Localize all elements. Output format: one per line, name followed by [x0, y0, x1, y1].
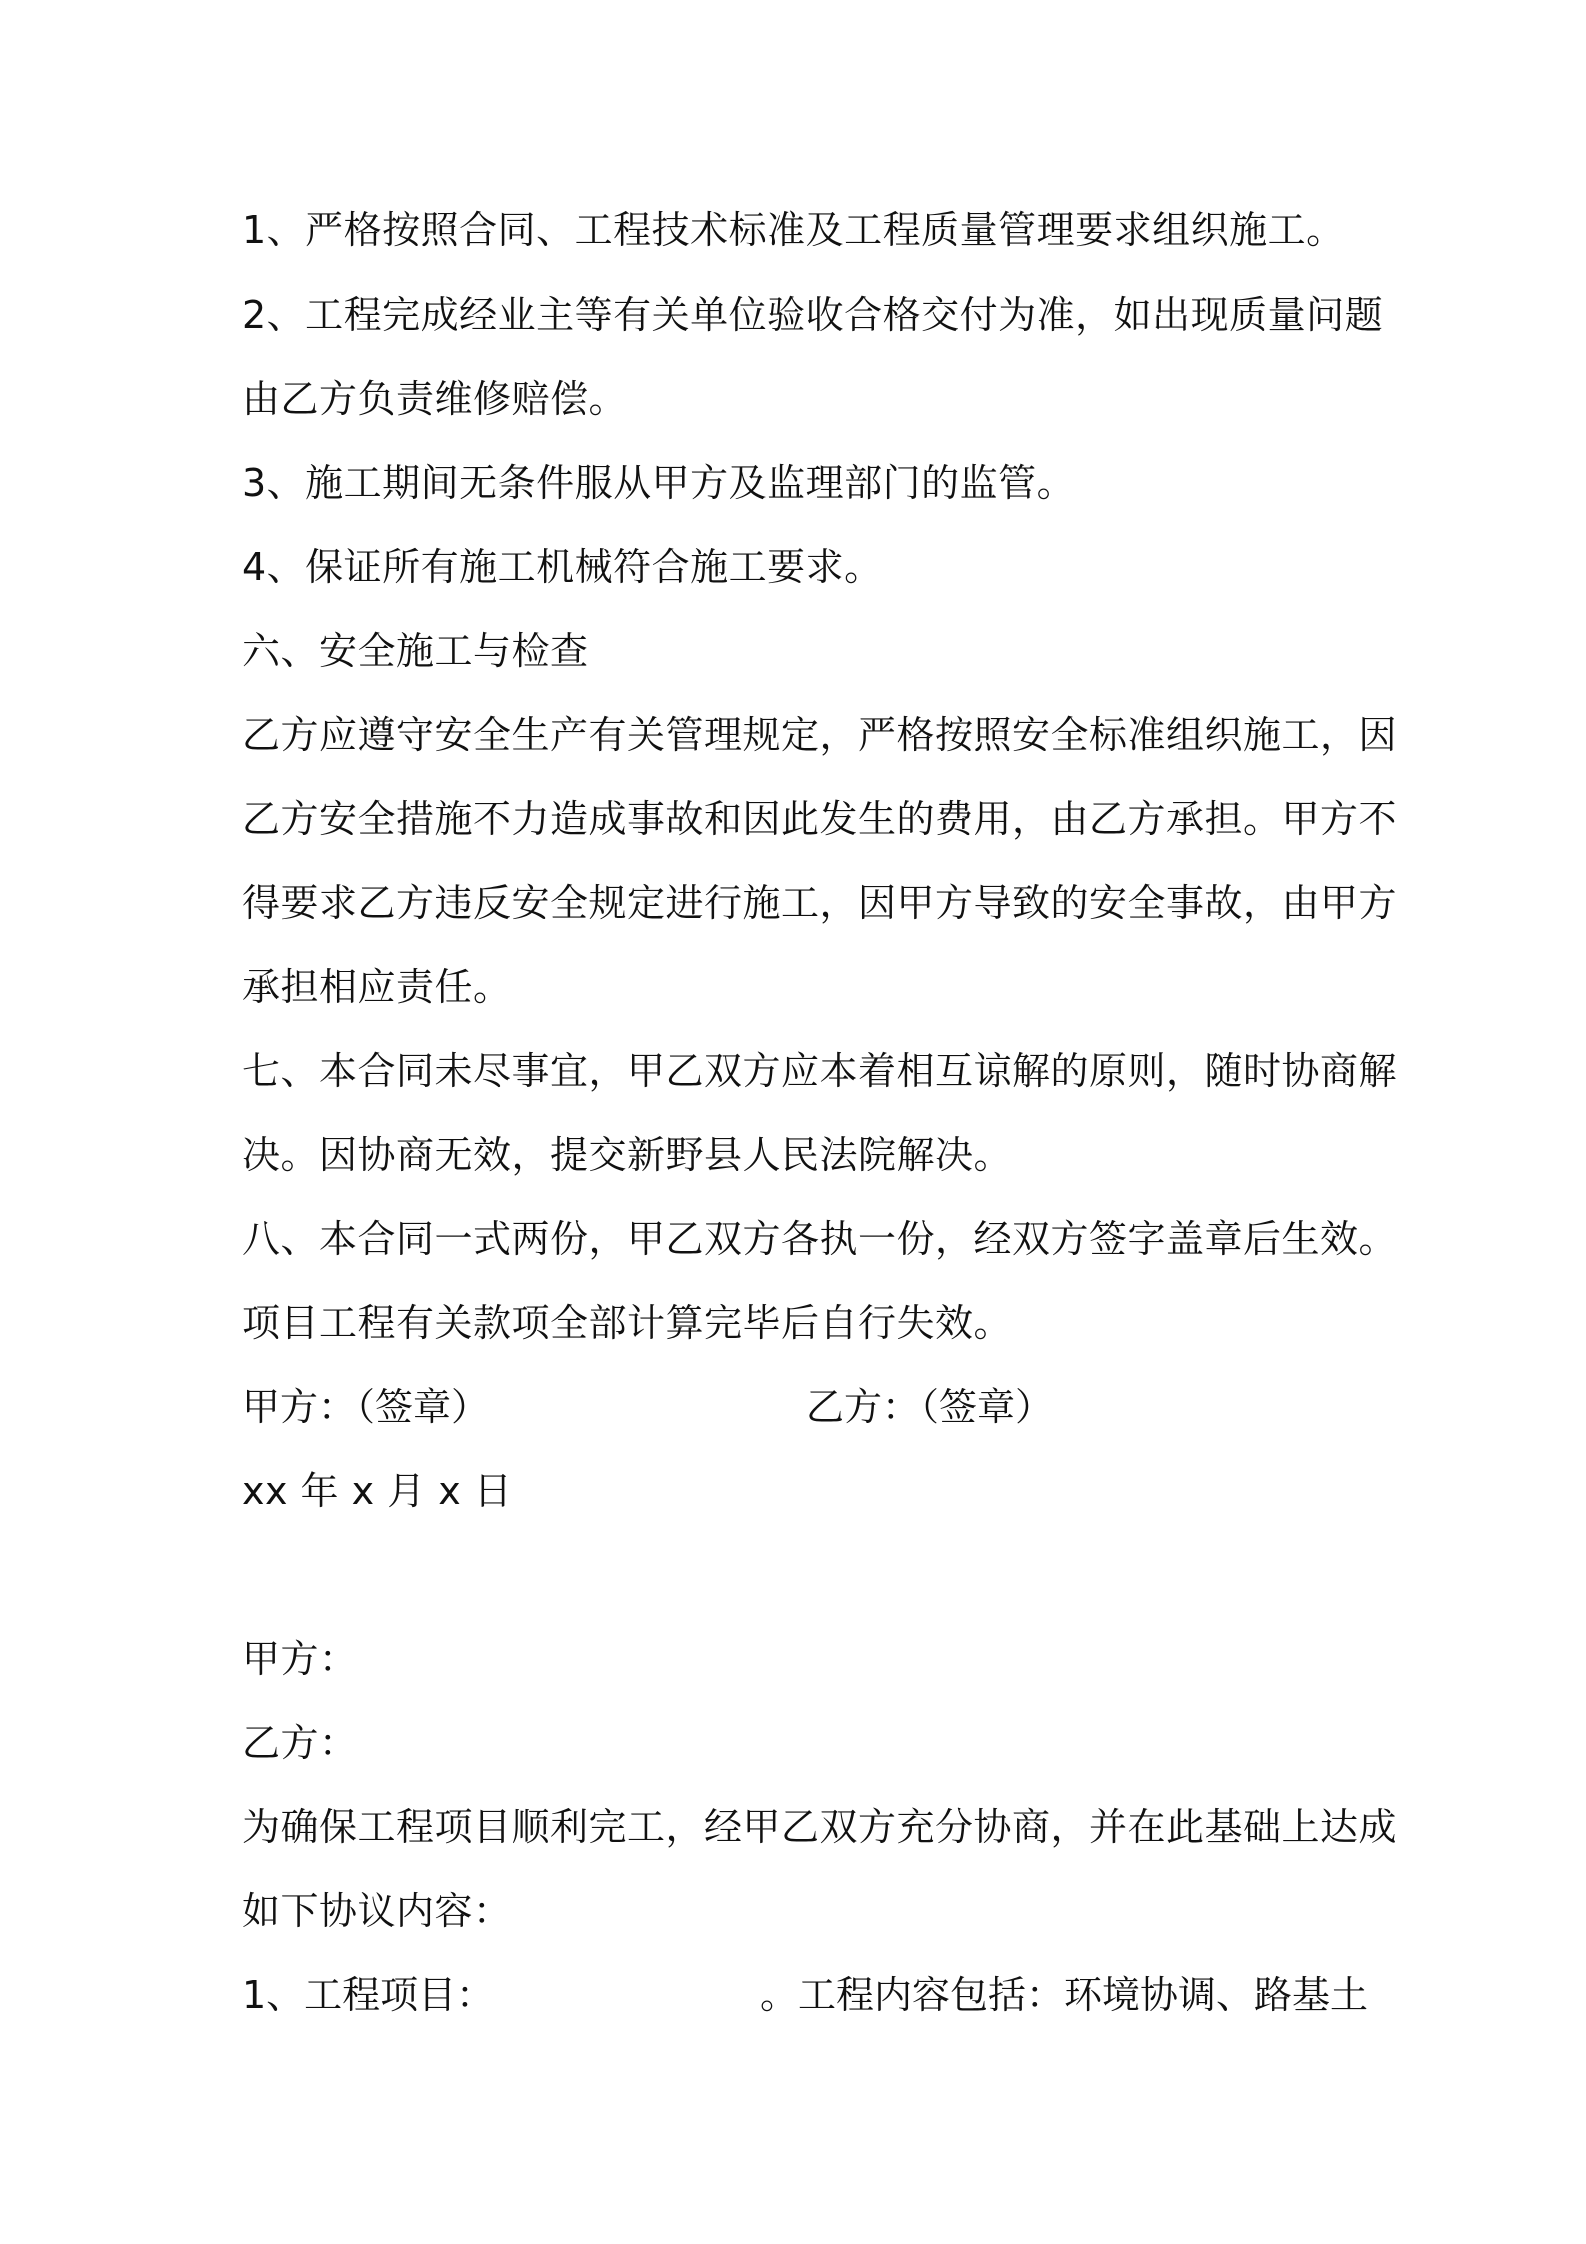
clause-2-line-2: 由乙方负责维修赔偿。: [242, 377, 628, 421]
clause-1: 1、严格按照合同、工程技术标准及工程质量管理要求组织施工。: [242, 208, 1345, 252]
section-6-line-3: 得要求乙方违反安全规定进行施工，因甲方导致的安全事故，由甲方: [242, 881, 1398, 925]
party-b-signature: 乙方：（签章）: [806, 1385, 1054, 1429]
intro-line-2: 如下协议内容：: [242, 1889, 512, 1933]
project-label: 1、工程项目：: [242, 1973, 495, 2017]
intro-line-1: 为确保工程项目顺利完工，经甲乙双方充分协商，并在此基础上达成: [242, 1805, 1398, 1849]
section-6-heading: 六、安全施工与检查: [242, 629, 589, 673]
section-7-line-2: 决。因协商无效，提交新野县人民法院解决。: [242, 1133, 1013, 1177]
clause-2-line-1: 2、工程完成经业主等有关单位验收合格交付为准，如出现质量问题: [242, 293, 1384, 337]
date-line: xx 年 x 月 x 日: [242, 1469, 513, 1513]
section-6-line-4: 承担相应责任。: [242, 965, 512, 1009]
party-a-signature: 甲方：（签章）: [242, 1385, 490, 1429]
clause-3: 3、施工期间无条件服从甲方及监理部门的监管。: [242, 461, 1076, 505]
section-8-line-1: 八、本合同一式两份，甲乙双方各执一份，经双方签字盖章后生效。: [242, 1217, 1398, 1261]
section-6-line-2: 乙方安全措施不力造成事故和因此发生的费用，由乙方承担。甲方不: [242, 797, 1398, 841]
party-a-label: 甲方：: [242, 1637, 358, 1681]
project-content: 。工程内容包括：环境协调、路基土: [760, 1973, 1369, 2017]
section-7-line-1: 七、本合同未尽事宜，甲乙双方应本着相互谅解的原则，随时协商解: [242, 1049, 1398, 1093]
clause-4: 4、保证所有施工机械符合施工要求。: [242, 545, 883, 589]
section-8-line-2: 项目工程有关款项全部计算完毕后自行失效。: [242, 1301, 1013, 1345]
section-6-line-1: 乙方应遵守安全生产有关管理规定，严格按照安全标准组织施工，因: [242, 713, 1398, 757]
party-b-label: 乙方：: [242, 1721, 358, 1765]
